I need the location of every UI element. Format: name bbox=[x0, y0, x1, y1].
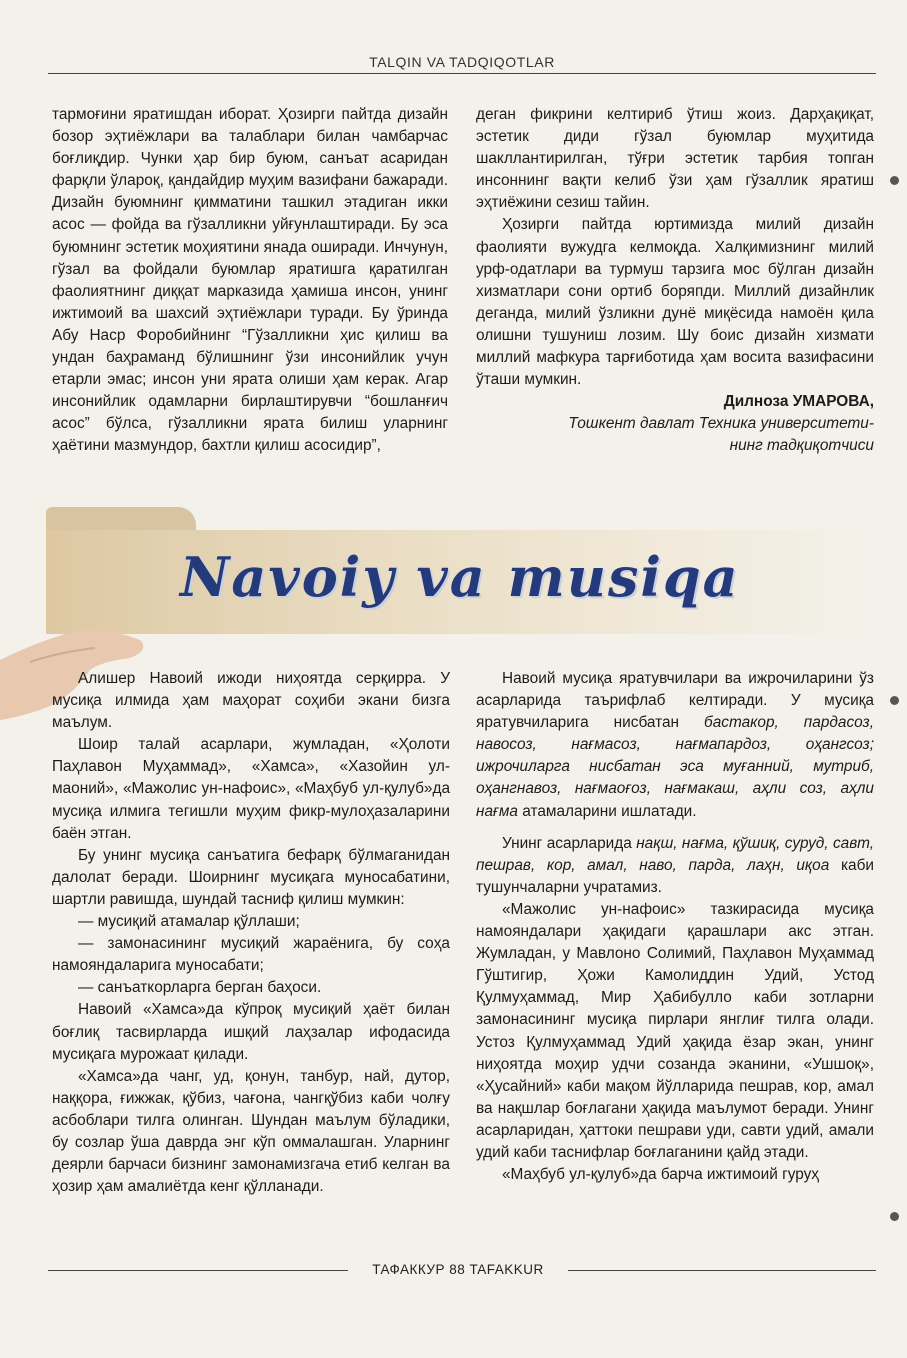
paragraph: Алишер Навоий ижоди ниҳоятда серқирра. У мусиқа илмида ҳам маҳорат соҳиби экани бизга маълум. bbox=[52, 670, 450, 732]
italic-text: ижрочиларга нисбатан эса bbox=[476, 758, 704, 776]
paragraph: Шоир талай асарлари, жумладан, «Ҳолоти Паҳлавон Муҳаммад», «Хамса», «Хазойин ул-маоний», «Мажолис ун-нафоис», «Маҳбуб ул-қулуб»да мусиқа илмига тегишли муҳим фикр-мулоҳазаларини баён этган. bbox=[52, 736, 450, 842]
section-title: Navoiy va musiqa bbox=[180, 545, 740, 609]
header-rule bbox=[48, 73, 876, 74]
author-name: Дилноза УМАРОВА, bbox=[723, 393, 874, 411]
paragraph: тармоғини яратишдан иборат. Ҳозирги пайтда дизайн бозор эҳтиёжлари ва талаблари билан чамбарчас боғлиқдир. Чунки ҳар бир буюм, санъат асаридан фарқли ўлароқ, қандайдир муҳим вазифани бажаради. Дизайн буюмнинг қимматини ташкил этадиган икки асос — фойда ва гўзалликни уйғунлаштиради. Бу эса буюмнинг эстетик моҳиятини янада оширади. Инчунун, гўзал ва фойдали буюмлар яратишга қаратилган фаолиятнинг диққат марказида ҳамиша инсон, унинг ижтимоий ва шахсий эҳтиёжлари туради. Бу ўринда Абу Наср Форобийнинг “Гўзалликни ҳис қилиш ва ундан баҳраманд бўлишнинг ўзи инсонийлик учун етарли эмас; инсон уни ярата олиши ҳам керак. Агар инсонийлик одамларни бирлаштирувчи “бошланғич асос” бўлса, гўзалликни ярата билиш уларнинг ҳаётини мазмундор, бахтли қилиш асосидир”, bbox=[52, 106, 448, 455]
paragraph: Ҳозирги пайтда юртимизда милий дизайн фаолияти вужудга келмоқда. Халқимизнинг милий урф-одатлари ва турмуш тарзига мос бўлган дизайн хизматлари сони ортиб боряпди. Миллий дизайнлик деганда, милий ўзликни дунё миқёсида намоён қила олишни тушуниш лозим. Шу боис дизайн хизмати миллий мафкура тарғиботида ҳам восита вазифасини ўташи мумкин. bbox=[476, 216, 874, 389]
binder-hole bbox=[890, 696, 899, 705]
footer-rule-right bbox=[568, 1270, 876, 1271]
article2-right-column bbox=[476, 668, 874, 1186]
list-item: — замонасининг мусиқий жараёнига, бу соҳа намояндаларига муносабати; bbox=[52, 935, 450, 975]
footer-rule-left bbox=[48, 1270, 348, 1271]
article1-left-column bbox=[52, 104, 448, 458]
list-item: — санъаткорларга берган баҳоси. bbox=[78, 979, 322, 997]
paragraph bbox=[476, 668, 874, 823]
paragraph: «Хамса»да чанг, уд, қонун, танбур, най, дутор, наққора, ғижжак, қўбиз, чағона, чангқўбиз каби чолғу асбоблари тилга олинган. Шундан маълум бўладики, бу созлар ўша даврда энг кўп оммалашган. Уларнинг деярли барчаси бизнинг замонамизгача етиб келган ва ҳозир ҳам амалиётда кенг қўлланади. bbox=[52, 1067, 450, 1196]
binder-hole bbox=[890, 1212, 899, 1221]
binder-hole bbox=[890, 176, 899, 185]
paragraph: «Мажолис ун-нафоис» тазкирасида мусиқа намояндалари ҳақидаги қарашлари акс этган. Жумладан, у Мавлоно Солимий, Паҳлавон Муҳаммад Гўштигир, Ҳожи Камолиддин Удий, Устод Қулмуҳаммад, Мир Ҳабибулло каби зотларни замонасининг мусиқа пирлари янглиғ тилга олади. Устоз Қулмуҳаммад Удий ҳақида ёзар экан, унинг ниҳоятда моҳир удчи созанда эканини, «Ушшоқ», «Ҳусайний» каби мақом йўлларида пешрав, кор, амал ва нақшлар боғлагани ҳақида маълумот беради. Унинг асарларидан, ҳаттоки пешрави уди, савти удий, амали удий каби таснифлар боғлаганини қайд этади. bbox=[476, 900, 874, 1161]
list-item: — мусиқий атамалар қўллаши; bbox=[78, 913, 300, 931]
paragraph bbox=[476, 833, 874, 899]
paragraph: Навоий «Хамса»да кўпроқ мусиқий ҳаёт билан боғлиқ тасвирларда ишқий лаҳзалар ифодасида мусиқага мурожаат қилади. bbox=[52, 1001, 450, 1063]
italic-terms: бастакор, пардасоз, навосоз, нағмасоз, нағмапардоз, оҳангсоз; bbox=[476, 714, 874, 754]
article1-right-column bbox=[476, 104, 874, 458]
text-run: атамаларини ишлатади. bbox=[522, 802, 697, 820]
page-footer: ТАФАККУР 88 TAFAKKUR bbox=[372, 1262, 544, 1277]
text-run: каби тушунчаларни учратамиз. bbox=[476, 856, 874, 896]
author-affiliation-line2: нинг тадқиқотчиси bbox=[729, 437, 874, 455]
running-header: TALQIN VA TADQIQOTLAR bbox=[369, 54, 555, 70]
paragraph: Бу унинг мусиқа санъатига бефарқ бўлмаганидан далолат беради. Шоирнинг мусиқага муносабатини, шартли равишда, шундай тасниф қилиш мумкин: bbox=[52, 846, 450, 908]
italic-terms: нақш, нағма, қўшиқ, суруд, савт, пешрав, кор, амал, наво, парда, лаҳн, иқоа bbox=[476, 834, 874, 874]
text-run: Навоий мусиқа яратувчилари ва ижрочиларини ўз асарларида таърифлаб келтиради. У мусиқа яратувчиларига нисбатан bbox=[476, 670, 874, 732]
paragraph: «Маҳбуб ул-қулуб»да барча ижтимоий гуруҳ bbox=[502, 1166, 819, 1184]
paragraph: деган фикрини келтириб ўтиш жоиз. Дарҳақиқат, эстетик диди гўзал буюмлар муҳитида шакллантирилган, тўғри эстетик тарбия топган инсоннинг вақти келиб ўзи ҳам гўзаллик яратиш эҳтиёжини сезиш тайин. bbox=[476, 106, 874, 212]
italic-terms: муғанний, мутриб, оҳангнавоз, нағмаоғоз, нағмакаш, аҳли соз, аҳли нағма bbox=[476, 758, 874, 820]
text-run: Унинг асарларида bbox=[502, 834, 632, 852]
article2-left-column bbox=[52, 668, 450, 1198]
author-affiliation-line1: Тошкент давлат Техника университети- bbox=[568, 415, 874, 433]
